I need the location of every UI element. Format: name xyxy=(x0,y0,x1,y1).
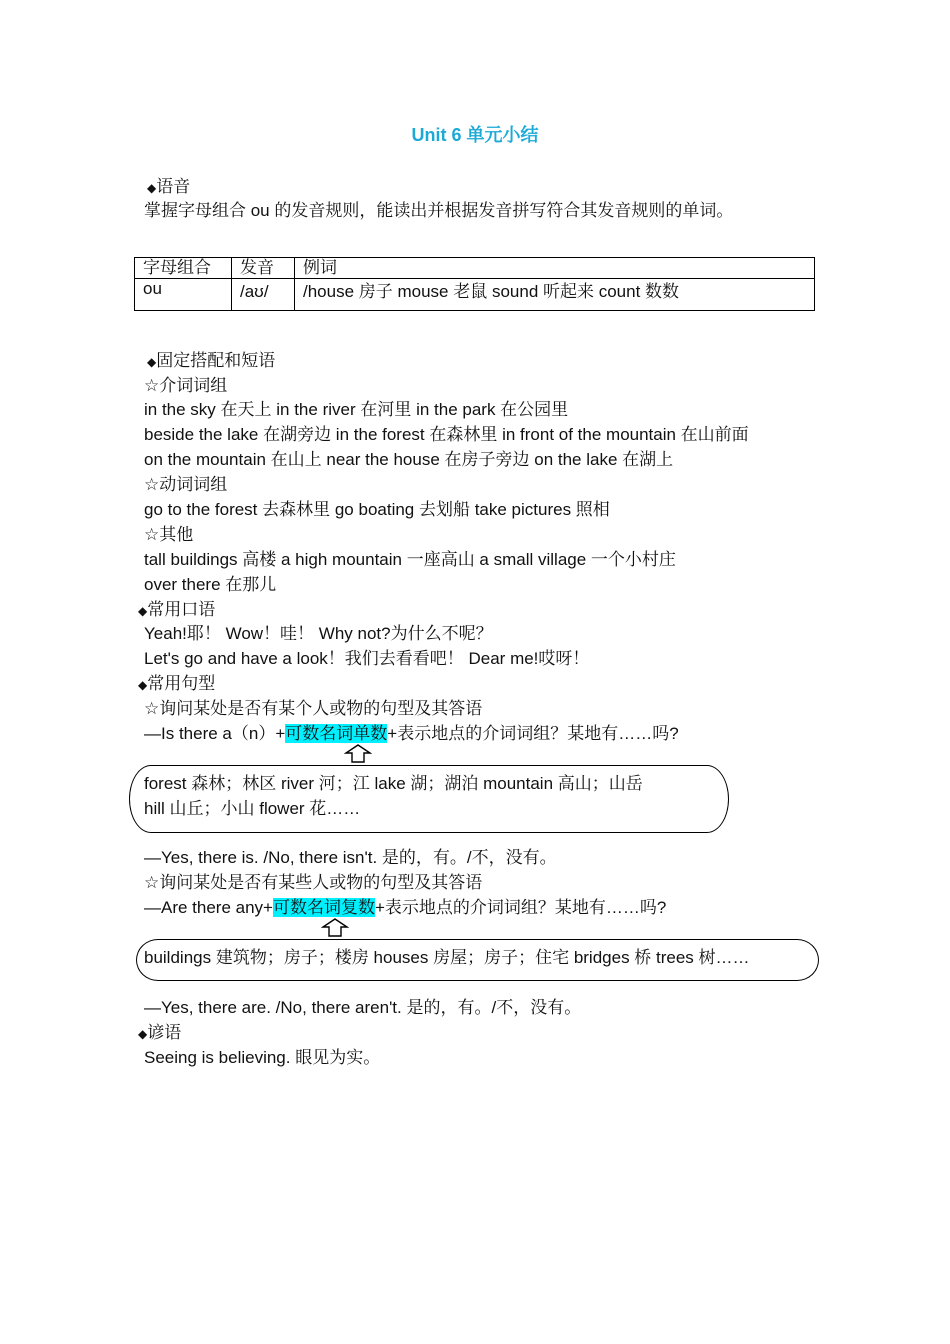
sub-heading-verb: ☆动词词组 xyxy=(144,475,228,494)
phrase-line: in the sky 在天上 in the river 在河里 in the park 在公园里 xyxy=(144,400,569,419)
pronunciation-desc: 掌握字母组合 ou 的发音规则，能读出并根据发音拼写符合其发音规则的单词。 xyxy=(144,201,734,220)
diamond-bullet-icon: ◆ xyxy=(147,181,157,195)
box-line: forest 森林；林区 river 河；江 lake 湖；湖泊 mountain 高山；山岳 xyxy=(144,774,643,793)
table-header: 字母组合 xyxy=(135,258,232,279)
oral-line: Yeah!耶！ Wow！哇！ Why not?为什么不呢？ xyxy=(144,624,493,643)
highlighted-term: 可数名词单数 xyxy=(285,724,388,743)
section-heading-oral: ◆常用口语 xyxy=(138,600,216,619)
box-line: buildings 建筑物；房子；楼房 houses 房屋；房子；住宅 bridges 桥 trees 树…… xyxy=(144,948,750,967)
diamond-bullet-icon: ◆ xyxy=(138,678,148,692)
box-line: hill 山丘；小山 flower 花…… xyxy=(144,799,361,818)
phrase-line: beside the lake 在湖旁边 in the forest 在森林里 in front of the mountain 在山前面 xyxy=(144,425,749,444)
pattern-sentence: —Are there any+可数名词复数+表示地点的介词词组？某地有……吗? xyxy=(144,898,667,917)
diamond-bullet-icon: ◆ xyxy=(147,355,157,369)
table-cell: /house 房子 mouse 老鼠 sound 听起来 count 数数 xyxy=(295,279,815,311)
table-header: 发音 xyxy=(232,258,295,279)
phrase-line: over there 在那儿 xyxy=(144,575,277,594)
section-heading-pronunciation: ◆语音 xyxy=(147,177,191,196)
phrase-line: on the mountain 在山上 near the house 在房子旁边 on the lake 在湖上 xyxy=(144,450,674,469)
pattern-answer: —Yes, there is. /No, there isn't. 是的，有。/不，没有。 xyxy=(144,848,557,867)
diamond-bullet-icon: ◆ xyxy=(138,1027,148,1041)
highlighted-term: 可数名词复数 xyxy=(273,898,375,917)
sub-heading-prep: ☆介词词组 xyxy=(144,376,228,395)
pronunciation-table xyxy=(134,257,815,311)
sub-heading-other: ☆其他 xyxy=(144,525,194,544)
section-heading-phrases: ◆固定搭配和短语 xyxy=(147,351,276,370)
phrase-line: go to the forest 去森林里 go boating 去划船 take pictures 照相 xyxy=(144,500,610,519)
table-header: 例词 xyxy=(295,258,815,279)
up-arrow-icon xyxy=(321,918,349,938)
phrase-line: tall buildings 高楼 a high mountain 一座高山 a small village 一个小村庄 xyxy=(144,550,676,569)
pattern-answer: —Yes, there are. /No, there aren't. 是的，有。/不，没有。 xyxy=(144,998,582,1017)
proverb-line: Seeing is believing. 眼见为实。 xyxy=(144,1048,381,1067)
diamond-bullet-icon: ◆ xyxy=(138,604,148,618)
section-heading-proverb: ◆谚语 xyxy=(138,1023,182,1042)
table-cell: ou xyxy=(135,279,232,311)
section-heading-patterns: ◆常用句型 xyxy=(138,674,216,693)
up-arrow-icon xyxy=(344,744,372,764)
table-cell: /aʊ/ xyxy=(232,279,295,311)
pattern-heading: ☆询问某处是否有某个人或物的句型及其答语 xyxy=(144,699,483,718)
pattern-heading: ☆询问某处是否有某些人或物的句型及其答语 xyxy=(144,873,483,892)
page-title: Unit 6 单元小结 xyxy=(411,125,539,145)
oral-line: Let's go and have a look！我们去看看吧！ Dear me!哎呀！ xyxy=(144,649,590,668)
pattern-sentence: —Is there a（n）+可数名词单数+表示地点的介词词组？某地有……吗? xyxy=(144,724,679,743)
